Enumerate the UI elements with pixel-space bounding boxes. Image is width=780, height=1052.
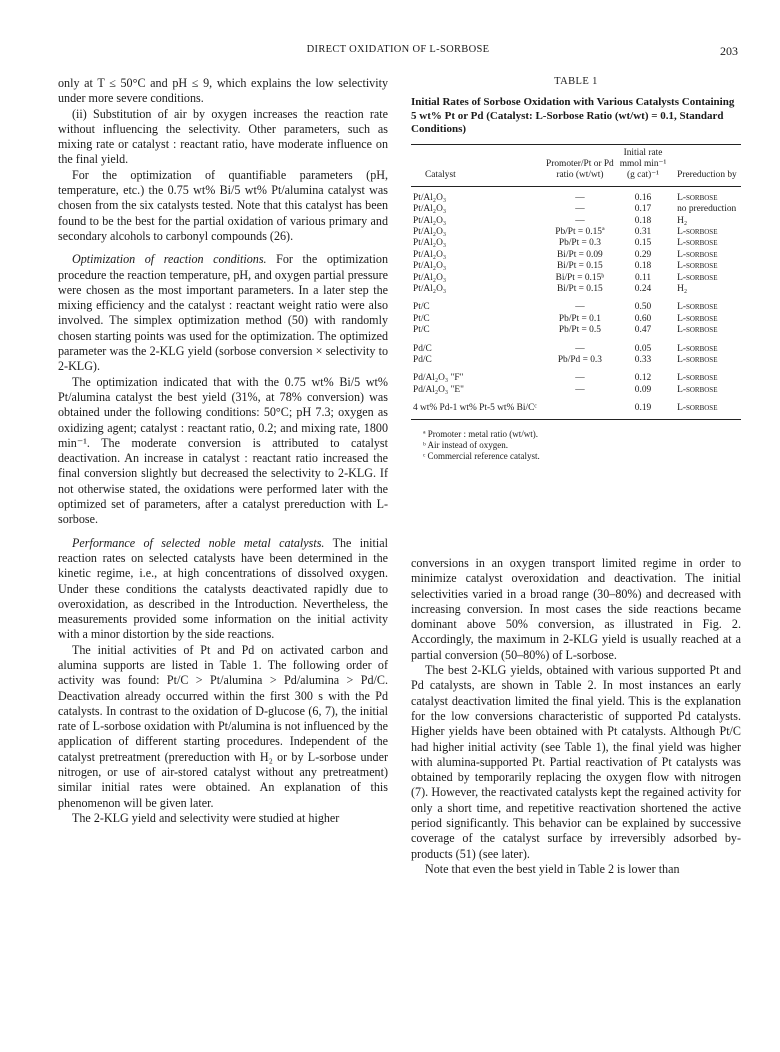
footnote: ᶜ Commercial reference catalyst. xyxy=(423,451,540,462)
table-row: Pt/C Pb/Pt = 0.1 0.60 L-sorbose xyxy=(413,313,718,324)
table-row: Pt/C — 0.50 L-sorbose xyxy=(413,302,718,313)
running-title: DIRECT OXIDATION OF L-SORBOSE xyxy=(306,44,490,55)
table-row: Pt/Al₂O₃ Pb/Pt = 0.15ª 0.31 L-sorbose xyxy=(413,226,718,237)
table-label: TABLE 1 xyxy=(554,76,598,87)
table-row: Pd/Al₂O₃ "F" — 0.12 L-sorbose xyxy=(413,373,718,384)
running-header xyxy=(58,44,738,60)
page-number: 203 xyxy=(720,44,738,58)
table-row: Pt/Al₂O₃ Bi/Pt = 0.15 0.18 L-sorbose xyxy=(413,261,718,272)
data-table xyxy=(411,144,741,420)
header-catalyst: Catalyst xyxy=(411,144,543,186)
paragraph: only at T ≤ 50°C and pH ≤ 9, which explains the low selectivity under more severe conditions. xyxy=(58,76,388,106)
paragraph: The best 2-KLG yields, obtained with various supported Pt and Pd catalysts, are shown in Table 2. In most instances an early catalyst deactivation limited the final yield. This is the explanation for the low conversions characteristic of supported Pd catalysts. Higher yields have been obtained with Pt catalysts. Although Pt/C had higher initial activity (see Table 1), the final yield was higher with alumina-supported Pt. Partial reactivation of Pt catalysts was obtained by temporarily replacing the oxygen flow with nitrogen (7). However, the reactivated catalysts kept the regained activity for only a short time, and repetitive reactivation shortened the active period significantly. This behavior can be explained by successive coverage of the catalyst surface by irreversibly adsorbed by-products (51) (see later). xyxy=(411,663,741,861)
table-row: Pt/Al₂O₃ — 0.17 no prereduction xyxy=(413,204,737,215)
paragraph: Note that even the best yield in Table 2 is lower than xyxy=(425,861,680,876)
table-caption: Initial Rates of Sorbose Oxidation with Various Catalysts Containing 5 wt% Pt or Pd (Catalyst: L-Sorbose Ratio (wt/wt) = 0.1, Standard Conditions) xyxy=(411,96,735,135)
paragraph: The 2-KLG yield and selectivity were studied at higher xyxy=(72,810,340,825)
header-promoter: Promoter/Pt or Pd ratio (wt/wt) xyxy=(543,144,617,186)
table-header-row xyxy=(411,144,741,186)
paragraph-optimization xyxy=(58,252,388,374)
header-prereduction: Prereduction by xyxy=(669,144,741,186)
footnote: ᵇ Air instead of oxygen. xyxy=(423,439,509,450)
table-row: Pt/Al₂O₃ Pb/Pt = 0.3 0.15 L-sorbose xyxy=(413,238,718,249)
table-row: Pd/C Pb/Pd = 0.3 0.33 L-sorbose xyxy=(413,355,718,365)
paragraph-text: The initial reaction rates on selected catalysts have been determined in the kinetic regime, i.e., at high concentrations of dissolved oxygen. Under these conditions the catalysts deactivated rapidly due to overoxidation, as described in the Introduction. Nevertheless, the measurements provided some information on the initial activity with a minor distortion by the side reactions. xyxy=(58,535,388,642)
paragraph: The initial activities of Pt and Pd on activated carbon and alumina supports are listed in Table 1. The following order of activity was found: Pt/C > Pt/alumina > Pd/alumina > Pd/C. Deactivation already occurred within the first 300 s with the Pd catalysts. In contrast to the oxidation of D-glucose (6, 7), the initial rate of L-sorbose oxidation with Pt/alumina is not influenced by the application of different starting procedures. Independent of the catalyst pretreatment (prereduction with H₂ or by L-sorbose under nitrogen, or use of air-stored catalyst without any pretreatment) similar initial rates were obtained. An explanation of this phenomenon will be given later. xyxy=(58,642,388,810)
table-row: Pd/C — 0.05 L-sorbose xyxy=(413,343,718,354)
table-row: Pt/C Pb/Pt = 0.5 0.47 L-sorbose xyxy=(413,325,718,336)
table-footnotes xyxy=(411,429,741,463)
paragraph: The optimization indicated that with the 0.75 wt% Bi/5 wt% Pt/alumina catalyst the best yield (31%, at 78% conversion) was obtained under the following conditions: 50°C; pH 7.3; oxygen as oxidizing agent; catalyst : reactant ratio, 0.2; and mixing rate, 1800 min⁻¹. The moderate conversion is attributed to catalyst deactivation. An increase in catalyst : reactant ratio increased the final conversion slightly but decreased the selectivity to 2-KLG. If not otherwise stated, the oxidations were performed later with the optimized set of parameters, after a catalyst prereduction with L-sorbose. xyxy=(58,374,388,527)
table-row: Pt/Al₂O₃ Bi/Pt = 0.09 0.29 L-sorbose xyxy=(413,249,718,260)
right-column xyxy=(411,556,741,877)
table-1 xyxy=(411,76,741,462)
paragraph-text: For the optimization procedure the reaction temperature, pH, and oxygen partial pressure were chosen as the most important parameters. In a later step the mixing efficiency and the catalyst : reactant weight ratio were also involved. The simplex optimization method (50) with randomly chosen starting points was used for the optimization. The optimized parameter was the 2-KLG yield (sorbose conversion × selectivity to 2-KLG). xyxy=(58,252,388,374)
left-column xyxy=(58,76,388,826)
paragraph: (ii) Substitution of air by oxygen increases the reaction rate without influencing the selectivity. Other parameters, such as mixing rate or catalyst : reactant ratio, have moderate influence on the final yield. xyxy=(58,106,388,167)
header-initial-rate: Initial rate mmol min⁻¹ (g cat)⁻¹ xyxy=(617,144,669,186)
paragraph: conversions in an oxygen transport limited regime in order to minimize catalyst overoxidation and deactivation. The initial selectivities varied in a broad range (30–80%) and decreased with increasing conversion. In most cases the side reactions became dominant above 50% conversion, as illustrated in Fig. 2. Accordingly, the maximum in 2-KLG yield is usually reached at a partial conversion (50–80%) of L-sorbose. xyxy=(411,556,741,662)
table-row: Pt/Al₂O₃ — 0.16 L-sorbose xyxy=(413,192,718,203)
footnote: ª Promoter : metal ratio (wt/wt). xyxy=(423,428,538,439)
table-row: Pt/Al₂O₃ — 0.18 H₂ xyxy=(413,215,688,226)
section-lead: Performance of selected noble metal catalysts. xyxy=(72,535,325,550)
paragraph: For the optimization of quantifiable parameters (pH, temperature, etc.) the 0.75 wt% Bi/5 wt% Pt/alumina catalyst was chosen from the six catalysts tested. Note that this catalyst has been found to be the best for the partial oxidation of various primary and secondary alcohols to carbonyl compounds (26). xyxy=(58,167,388,243)
table-row: Pt/Al₂O₃ Bi/Pt = 0.15 0.24 H₂ xyxy=(413,283,688,294)
section-lead: Optimization of reaction conditions. xyxy=(72,252,267,267)
table-row: Pt/Al₂O₃ Bi/Pt = 0.15ᵇ 0.11 L-sorbose xyxy=(413,272,718,283)
paragraph-performance xyxy=(58,536,388,643)
table-row: Pd/Al₂O₃ "E" — 0.09 L-sorbose xyxy=(413,384,718,395)
table-row: 4 wt% Pd-1 wt% Pt-5 wt% Bi/Cᶜ 0.19 L-sorbose xyxy=(411,396,741,419)
